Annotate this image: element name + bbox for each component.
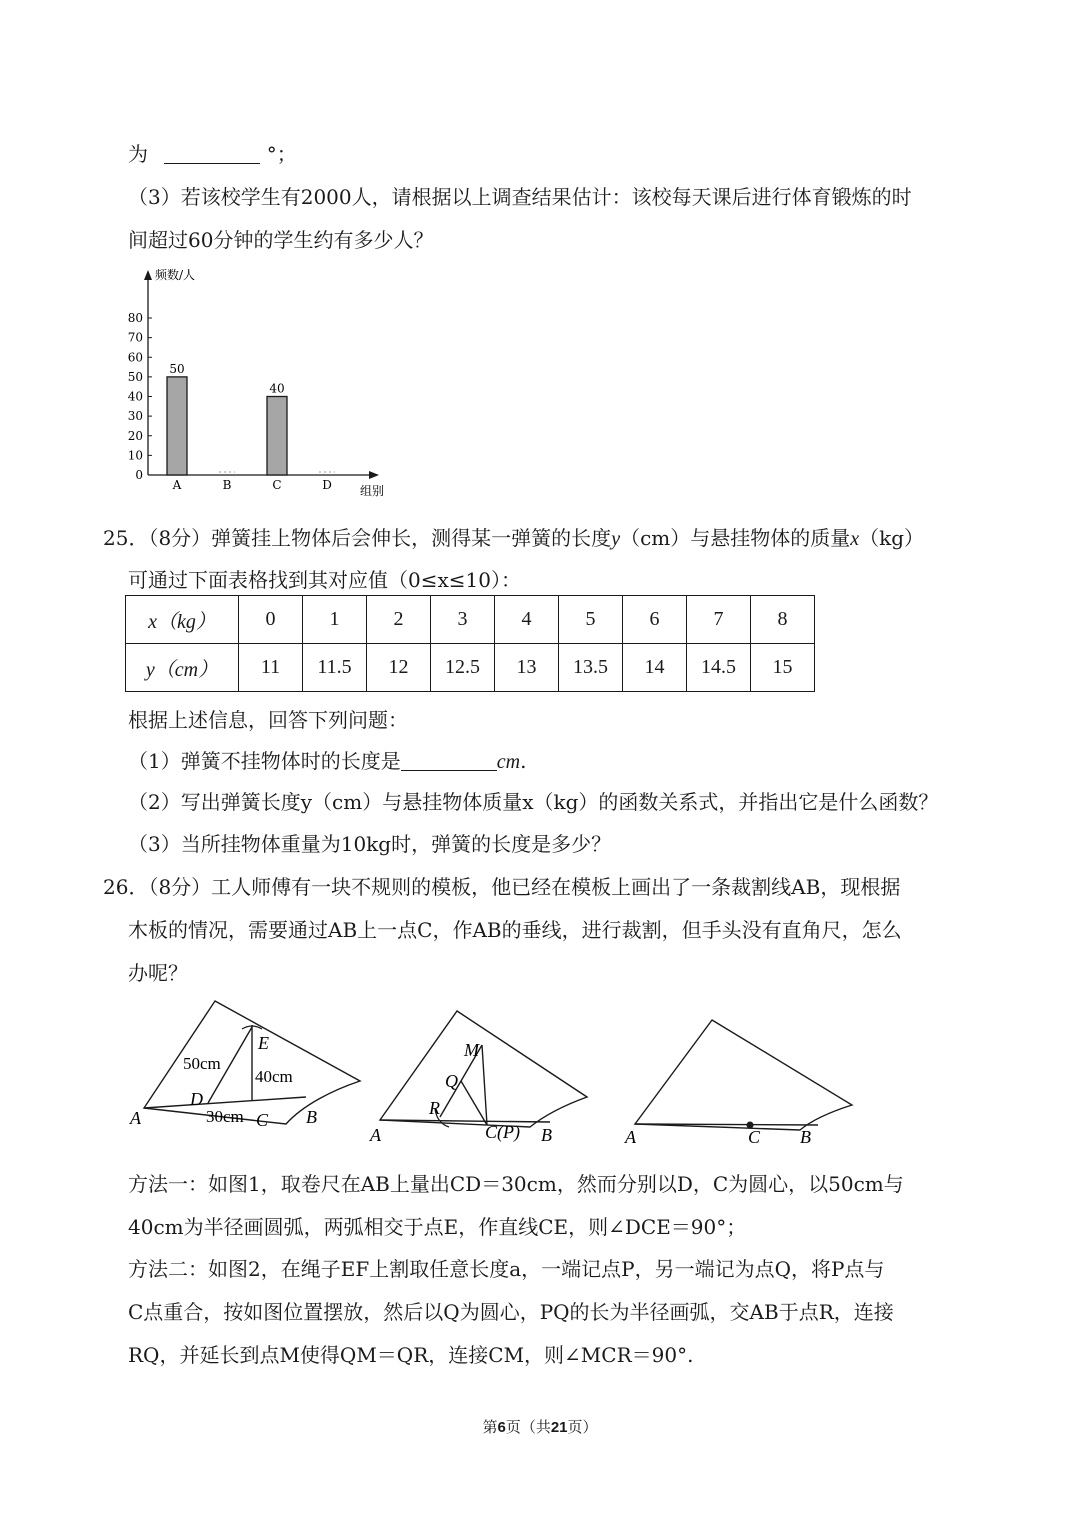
- q25-intro-prefix: 25．（8分）弹簧挂上物体后会伸长，测得某一弹簧的长度: [103, 526, 612, 550]
- table-row: [126, 644, 815, 692]
- table-cell: 5: [559, 596, 623, 644]
- chart-xlabel: 组别: [360, 484, 385, 498]
- segment-cm: [482, 1045, 487, 1125]
- x-tick-label: B: [222, 478, 232, 492]
- chart-axes: [128, 270, 379, 492]
- footer-mid: 页（共: [505, 1418, 551, 1436]
- chart-bars: [167, 362, 335, 475]
- x-tick-label: A: [172, 478, 182, 492]
- label-a: A: [625, 1127, 636, 1147]
- label-30cm: 30cm: [206, 1107, 244, 1126]
- q25-part2: （2）写出弹簧长度y（cm）与悬挂物体质量x（kg）的函数关系式，并指出它是什么函数？: [128, 790, 939, 814]
- table-cell: 15: [751, 644, 815, 692]
- q25-intro-line1: [103, 522, 924, 551]
- frequency-bar-chart: [115, 262, 405, 502]
- table-cell: 14.5: [687, 644, 751, 692]
- q24-prefix: 为: [128, 142, 148, 166]
- y-tick-label: 20: [127, 428, 143, 443]
- method2-line1: 方法二：如图2，在绳子EF上割取任意长度a，一端记点P，另一端记为点Q，将P点与: [128, 1257, 885, 1281]
- table-cell: 12: [367, 644, 431, 692]
- label-a: A: [130, 1108, 141, 1128]
- board-outline: [635, 1020, 852, 1130]
- q25-y-unit: （cm）: [620, 526, 691, 550]
- bar: [167, 377, 187, 475]
- y-tick-label: 70: [127, 330, 143, 345]
- chart-ylabel: 频数/人: [155, 268, 196, 282]
- y-tick-label: 0: [135, 468, 143, 482]
- figure-1: [128, 995, 368, 1135]
- table-cell: 11: [239, 644, 303, 692]
- table-cell: 12.5: [431, 644, 495, 692]
- y-tick-label: 80: [127, 311, 143, 325]
- label-m: M: [464, 1040, 479, 1060]
- q25-intro-mid: 与悬挂物体的质量: [690, 526, 851, 550]
- footer-suffix: 页）: [567, 1418, 598, 1436]
- data-label: 40: [269, 381, 285, 396]
- page-footer: [0, 1416, 1080, 1437]
- method1-line1: 方法一：如图1，取卷尺在AB上量出CD＝30cm，然而分别以D，C为圆心，以50cm与: [128, 1172, 904, 1196]
- label-c: C: [256, 1110, 269, 1130]
- y-tick-label: 30: [127, 409, 143, 424]
- y-tick-label: 10: [127, 448, 143, 463]
- bar: [267, 397, 287, 476]
- q25-y-var: y: [611, 528, 621, 550]
- table-cell: 11.5: [303, 644, 367, 692]
- q26-line2: 木板的情况，需要通过AB上一点C，作AB的垂线，进行裁割，但手头没有直角尺，怎么: [128, 918, 902, 942]
- segment-qc: [461, 1081, 487, 1125]
- q25-part1: [128, 745, 526, 774]
- q25-intro-line2: 可通过下面表格找到其对应值（0≤x≤10）：: [128, 568, 521, 592]
- q25-part1-prefix: （1）弹簧不挂物体时的长度是: [128, 749, 401, 773]
- label-b: B: [306, 1107, 317, 1127]
- x-tick-label: C: [272, 478, 282, 492]
- table-cell: 7: [687, 596, 751, 644]
- table-cell: 13.5: [559, 644, 623, 692]
- footer-prefix: 第: [482, 1418, 498, 1436]
- method2-line2: C点重合，按如图位置摆放，然后以Q为圆心，PQ的长为半径画弧，交AB于点R，连接: [128, 1300, 894, 1324]
- q24-part3-line2: 间超过60分钟的学生约有多少人？: [128, 228, 434, 252]
- label-c: C: [748, 1127, 761, 1147]
- q24-suffix: °；: [266, 142, 297, 166]
- table-cell: 14: [623, 644, 687, 692]
- q25-prompt: 根据上述信息，回答下列问题：: [128, 708, 408, 732]
- label-b: B: [541, 1125, 552, 1145]
- figure-3: [620, 1012, 860, 1147]
- q25-part1-end: .: [520, 749, 527, 773]
- q26-line3: 办呢？: [128, 961, 188, 985]
- x-tick-label: D: [322, 478, 332, 492]
- q25-x-var: x: [850, 528, 860, 550]
- answer-blank: [164, 143, 260, 164]
- y-tick-label: 50: [127, 369, 143, 384]
- label-e: E: [258, 1033, 269, 1053]
- answer-blank: [401, 750, 497, 771]
- table-cell: 3: [431, 596, 495, 644]
- page-total: 21: [550, 1419, 568, 1436]
- label-r: R: [429, 1098, 440, 1118]
- y-tick-label: 40: [127, 389, 143, 404]
- page-number: 6: [497, 1419, 506, 1436]
- q25-x-unit: （kg）: [859, 526, 925, 550]
- label-a: A: [370, 1125, 381, 1145]
- method2-line3: RQ，并延长到点M使得QM＝QR，连接CM，则∠MCR＝90°.: [128, 1343, 694, 1367]
- table-cell: 6: [623, 596, 687, 644]
- q26-line1: 26．（8分）工人师傅有一块不规则的模板，他已经在模板上画出了一条裁割线AB，现根据: [103, 875, 901, 899]
- label-cp: C(P): [485, 1122, 520, 1142]
- table-cell: 0: [239, 596, 303, 644]
- q25-part1-unit: cm: [496, 751, 521, 773]
- table-cell: 2: [367, 596, 431, 644]
- table-cell: 13: [495, 644, 559, 692]
- q25-part3: （3）当所挂物体重量为10kg时，弹簧的长度是多少？: [128, 832, 612, 856]
- cut-line-ab: [635, 1124, 818, 1125]
- x-axis-arrow: [369, 471, 379, 479]
- y-axis-arrow: [144, 270, 152, 280]
- table-cell: 4: [495, 596, 559, 644]
- label-b: B: [800, 1127, 811, 1147]
- method1-line2: 40cm为半径画圆弧，两弧相交于点E，作直线CE，则∠DCE＝90°；: [128, 1215, 747, 1239]
- table-cell: 8: [751, 596, 815, 644]
- table-cell: 1: [303, 596, 367, 644]
- data-label: 50: [169, 361, 185, 376]
- q24-blank-line: [128, 138, 297, 167]
- label-d: D: [190, 1089, 203, 1109]
- table-row: [126, 596, 815, 644]
- figure-2: [365, 1005, 615, 1150]
- table-row-label: x（kg）: [126, 596, 239, 644]
- y-tick-label: 60: [127, 350, 143, 365]
- label-50cm: 50cm: [183, 1054, 221, 1073]
- label-q: Q: [445, 1071, 458, 1091]
- spring-table: [125, 595, 815, 692]
- table-row-label: y（cm）: [126, 644, 239, 692]
- label-40cm: 40cm: [255, 1067, 293, 1086]
- q24-part3-line1: （3）若该校学生有2000人，请根据以上调查结果估计：该校每天课后进行体育锻炼的时: [128, 185, 912, 209]
